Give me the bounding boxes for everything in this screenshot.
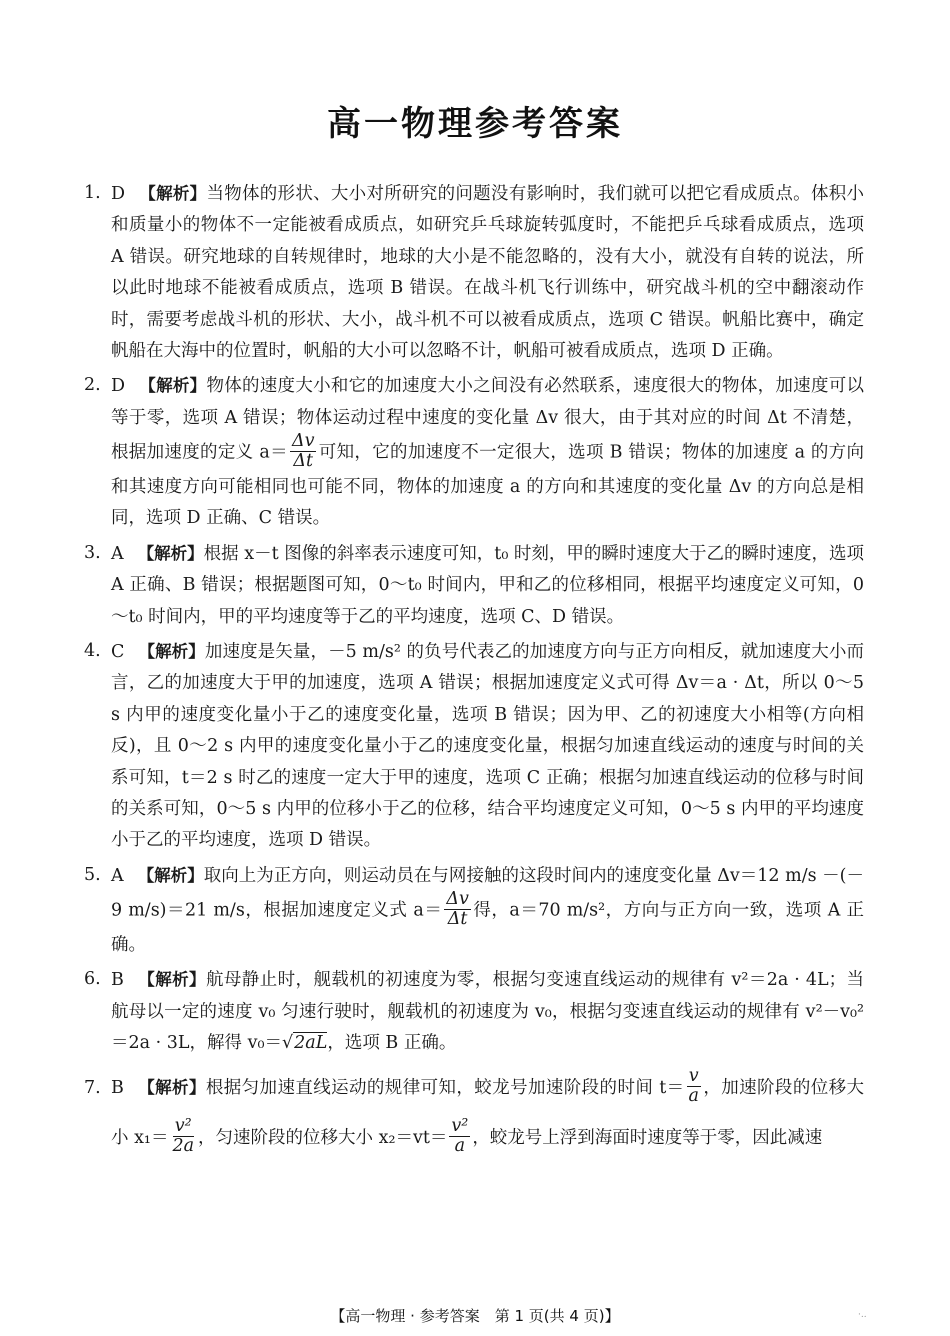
fraction-dv-dt: [290, 432, 317, 470]
fraction-numerator: v²: [451, 1116, 469, 1137]
fraction-v2-over-2a: [170, 1117, 196, 1155]
fraction-v-over-a: [687, 1067, 701, 1105]
fraction-v2-over-a: [449, 1117, 470, 1155]
fraction-denominator: Δt: [293, 450, 314, 471]
item-number: 1.: [84, 183, 101, 203]
fraction-denominator: a: [688, 1085, 699, 1106]
analysis-tag: 【解析】: [138, 642, 205, 662]
answer-letter: B: [111, 970, 124, 991]
analysis-tag: 【解析】: [137, 1077, 206, 1097]
item-number: 5.: [84, 864, 101, 885]
answer-letter: B: [111, 1077, 124, 1098]
analysis-tag: 【解析】: [137, 970, 206, 990]
analysis-text: ，蛟龙号上浮到海面时速度等于零，因此减速: [472, 1127, 823, 1148]
analysis-text: 根据 x－t 图像的斜率表示速度可知，t₀ 时刻，甲的瞬时速度大于乙的瞬时速度，选项 A 正确、B 错误；根据题图可知，0～t₀ 时间内，甲和乙的位移相同，根据平均速度定义可知，0～t₀ 时间内，甲的平均速度等于乙的平均速度，选项 C、D 错误。: [111, 543, 864, 627]
corner-mark: ·..: [858, 1310, 867, 1320]
fraction-dv-dt: [444, 890, 471, 928]
item-number: 3.: [84, 542, 101, 563]
answer-letter: A: [111, 865, 124, 886]
answer-item-1: [84, 178, 864, 367]
analysis-text: 物体的速度大小和它的加速度大小之间没有必然联系，速度很大的物体，加速度可以等于零，选项 A 错误；物体运动过程中速度的变化量 Δv 很大，由于其对应的时间 Δt 不清楚，根据加速度的定义 a＝: [111, 376, 865, 463]
answer-item-4: [84, 636, 864, 857]
square-root-radicand: 2aL: [294, 1033, 328, 1054]
fraction-denominator: 2a: [172, 1135, 195, 1156]
answer-item-5: [84, 860, 864, 962]
item-number: 2.: [84, 375, 101, 396]
analysis-text: 取向上为正方向，则运动员在与网接触的这段时间内的速度变化量 Δv＝12 m/s －(－9 m/s)＝21 m/s，根据加速度定义式 a＝: [111, 865, 864, 921]
item-number: 6.: [84, 969, 101, 990]
analysis-text: ，加速阶段的位移大小 x₁＝: [111, 1077, 865, 1148]
answer-body: [84, 178, 864, 1166]
analysis-tag: 【解析】: [137, 543, 204, 563]
answer-item-3: [84, 538, 864, 633]
answer-letter: D: [111, 376, 126, 397]
page-title: 高一物理参考答案: [327, 104, 623, 144]
fraction-denominator: a: [454, 1135, 466, 1156]
item-number: 4.: [84, 641, 101, 662]
analysis-text: ，匀速阶段的位移大小 x₂＝vt＝: [198, 1127, 448, 1148]
analysis-text: 得，a＝70 m/s²，方向与正方向一致，选项 A 正确。: [111, 900, 865, 956]
page-footer: 【高一物理 · 参考答案 第 1 页(共 4 页)】: [330, 1307, 620, 1325]
answer-letter: D: [111, 184, 126, 204]
answer-letter: A: [111, 543, 124, 564]
analysis-tag: 【解析】: [137, 865, 204, 885]
analysis-text: 加速度是矢量，－5 m/s² 的负号代表乙的加速度方向与正方向相反，就加速度大小而言，乙的加速度大于甲的加速度，选项 A 错误；根据加速度定义式可得 Δv＝a · Δt，所以 0～5 s 内甲的速度变化量小于乙的速度变化量，选项 B 错误；因为甲、乙的初速度大小相等(方向相反)，且 0～2 s 内甲的速度变化量小于乙的速度变化量，根据匀加速直线运动的速度与时间的关系可知，t＝2 s 时乙的速度一定大于甲的速度，选项 C 正确；根据匀加速直线运动的位移与时间的关系可知，0～5 s 内甲的位移小于乙的位移，结合平均速度定义可知，0～5 s 内甲的平均速度小于乙的平均速度，选项 D 错误。: [111, 642, 864, 851]
answer-item-7: [84, 1063, 864, 1163]
analysis-text: 可知，它的加速度不一定很大，选项 B 错误；物体的加速度 a 的方向和其速度方向可能相同也可能不同，物体的加速度 a 的方向和其速度的变化量 Δv 的方向总是相同，选项 D 正确、C 错误。: [111, 442, 864, 529]
fraction-numerator: Δv: [291, 431, 315, 452]
answer-item-2: [84, 370, 864, 534]
answer-item-6: [84, 964, 864, 1059]
analysis-text: ，选项 B 正确。: [327, 1033, 457, 1054]
fraction-denominator: Δt: [447, 908, 468, 929]
analysis-tag: 【解析】: [139, 184, 207, 203]
analysis-text: 根据匀加速直线运动的规律可知，蛟龙号加速阶段的时间 t＝: [205, 1077, 685, 1098]
answer-letter: C: [111, 642, 125, 663]
fraction-numerator: v²: [174, 1116, 192, 1137]
analysis-text: 当物体的形状、大小对所研究的问题没有影响时，我们就可以把它看成质点。体积小和质量小的物体不一定能被看成质点，如研究乒乓球旋转弧度时，不能把乒乓球看成质点，选项 A 错误。研究地球的自转规律时，地球的大小是不能忽略的，没有大小，就没有自转的说法，所以此时地球不能被看成质点，选项 B 错误。在战斗机飞行训练中，研究战斗机的空中翻滚动作时，需要考虑战斗机的形状、大小，战斗机不可以被看成质点，选项 C 错误。帆船比赛中，确定帆船在大海中的位置时，帆船的大小可以忽略不计，帆船可被看成质点，选项 D 正确。: [111, 184, 865, 362]
analysis-text: 航母静止时，舰载机的初速度为零，根据匀变速直线运动的规律有 v²＝2a · 4L；当航母以一定的速度 v₀ 匀速行驶时，舰载机的初速度为 v₀，根据匀变速直线运动的规律有 v²－v₀²＝2a · 3L，解得 v₀＝√: [111, 970, 865, 1054]
analysis-tag: 【解析】: [139, 376, 207, 396]
fraction-numerator: Δv: [446, 889, 469, 910]
fraction-numerator: v: [688, 1066, 699, 1087]
item-number: 7.: [84, 1077, 101, 1098]
